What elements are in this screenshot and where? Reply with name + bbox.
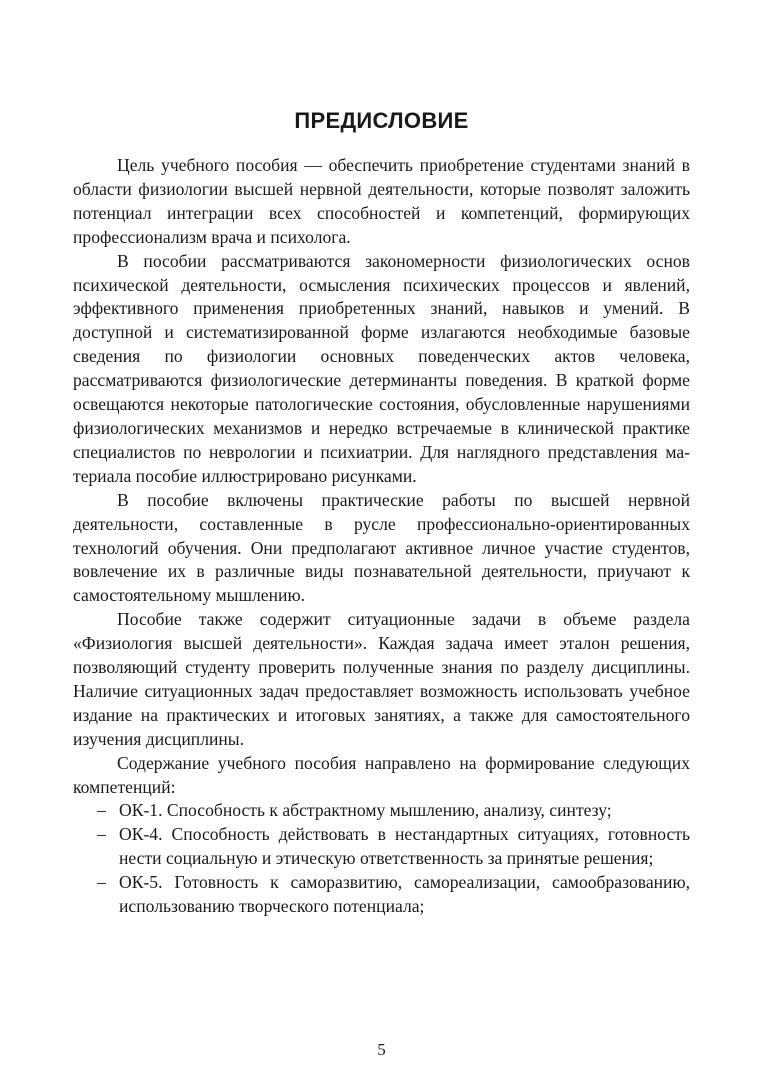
paragraph-content-overview: В пособии рассматриваются закономерности физиологических основ психической деятельности, осмысления психических процессов и явлений, эффективного применения приобретенных знаний, навыков и умений. В доступной и систематизированной форме излагаются необходимые базовые сведения по физиологии основных поведенческих актов человека, рассматриваются физиологические детерминанты поведения. В краткой форме освещаются некоторые патологические состояния, обусловленные нарушениями физиологических механизмов и нередко встречаемые в клинической практике специалистов по неврологии и психиатрии. Для наглядного представления материала пособие иллюстрировано рисунками.: [73, 250, 690, 486]
list-item-text: ОК-4. Способность действовать в нестандартных ситуациях, готовность нести социальную и этическую ответственность за принятые решения;: [119, 824, 690, 869]
list-item: [73, 823, 690, 871]
list-dash: –: [97, 800, 106, 821]
paragraph-purpose: Цель учебного пособия — обеспечить приобретение студентами знаний в области физиологии высшей нервной деятельности, которые позволят заложить потенциал интеграции всех способностей и компетенций, формирующих профессионализм врача и психолога.: [73, 155, 690, 247]
paragraph-situational-tasks: Пособие также содержит ситуационные задачи в объеме раздела «Физиология высшей деятельности». Каждая задача имеет эталон решения, позволяющий студенту проверить полученные знания по разделу дисциплины. Наличие ситуационных задач предоставляет возможность использовать учебное издание на практических и итоговых занятиях, а также для самостоятельного изучения дисциплины.: [73, 609, 690, 749]
list-item: [73, 871, 690, 919]
competencies-list: [73, 799, 690, 919]
list-item: [73, 799, 690, 823]
list-dash: –: [97, 872, 106, 893]
list-dash: –: [97, 824, 106, 845]
list-item-text: ОК-5. Готовность к саморазвитию, самореализации, самообразованию, использованию творческого потенциала;: [119, 872, 690, 917]
page-number: 5: [377, 1040, 386, 1059]
page-content: [73, 108, 690, 919]
paragraph-competencies-intro: Содержание учебного пособия направлено на формирование следующих компетенций:: [73, 752, 690, 797]
paragraph-practical-works: В пособие включены практические работы по высшей нервной деятельности, составленные в русле профессионально-ориентированных технологий обучения. Они предполагают активное личное участие студентов, вовлечение их в различные виды познавательной деятельности, приучают к самостоятельному мышлению.: [73, 489, 690, 606]
page-title: ПРЕДИСЛОВИЕ: [294, 108, 469, 133]
list-item-text: ОК-1. Способность к абстрактному мышлению, анализу, синтезу;: [119, 800, 612, 821]
